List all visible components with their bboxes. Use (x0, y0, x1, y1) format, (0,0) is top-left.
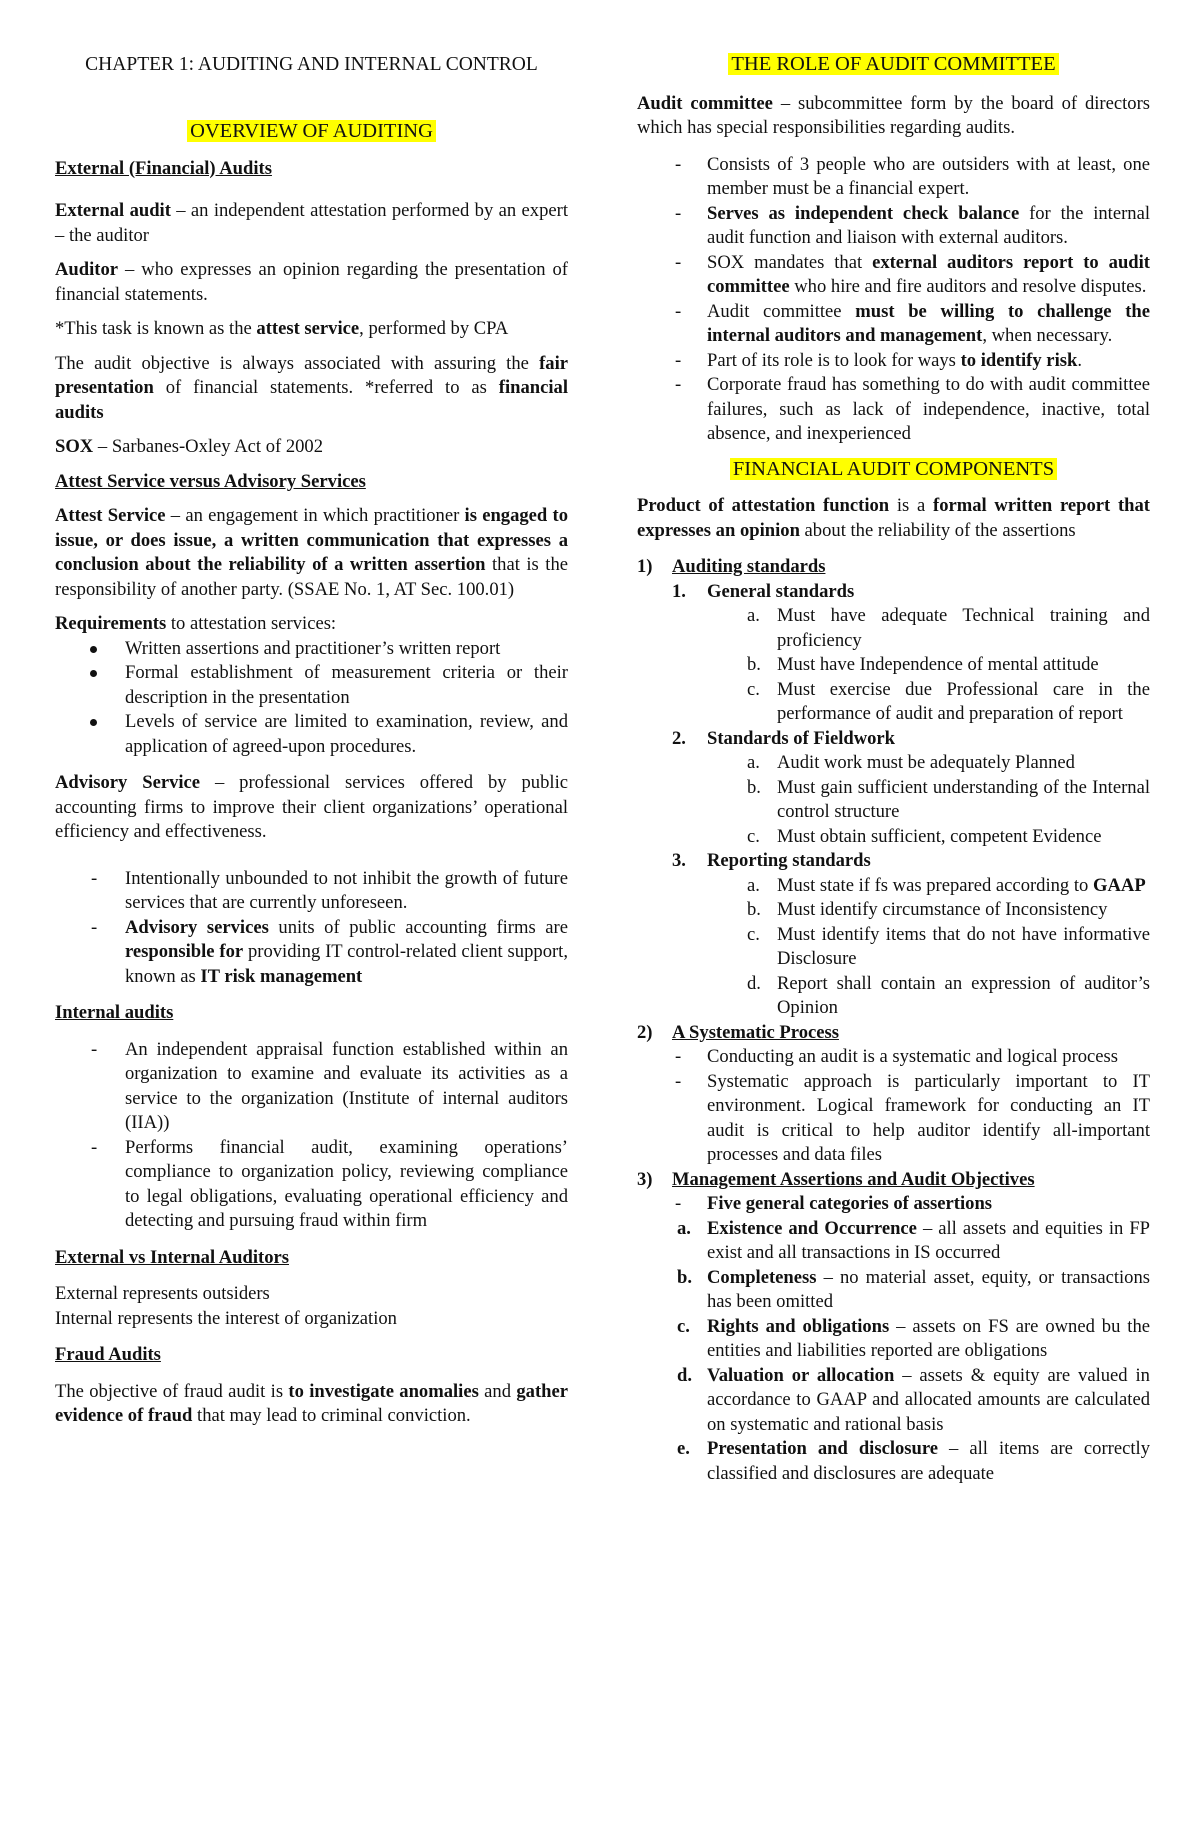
list-item: - Conducting an audit is a systematic and logical process (637, 1045, 1150, 1070)
auditor-definition: Auditor – who expresses an opinion regarding the presentation of financial statements. (55, 259, 568, 305)
list-item: - SOX mandates that external auditors report to audit committee who hire and fire auditors and resolve disputes. (637, 251, 1150, 300)
fraud-audit-objective: The objective of fraud audit is to investigate anomalies and gather evidence of fraud that may lead to criminal conviction. (55, 1380, 568, 1426)
external-audit-definition: External audit – an independent attestation performed by an expert – the auditor (55, 200, 569, 246)
list-item: e. Presentation and disclosure – all items are correctly classified and disclosures are adequate (677, 1438, 1150, 1484)
assertion-categories-intro (637, 1192, 1150, 1217)
list-item: b. Must gain sufficient understanding of the Internal control structure (747, 776, 1150, 822)
advisory-list (55, 867, 568, 990)
list-item: a. Must have adequate Technical training and proficiency (747, 605, 1150, 651)
attest-service-note: *This task is known as the attest service, performed by CPA (55, 318, 509, 339)
list-item: - Intentionally unbounded to not inhibit the growth of future services that are currently unforeseen. (55, 867, 568, 916)
list-item: - Systematic approach is particularly important to IT environment. Logical framework for conducting an IT audit is critical to help auditor identify all-important processes and data files (637, 1070, 1150, 1168)
advisory-service-definition: Advisory Service – professional services offered by public accounting firms to improve their client organizations’ operational efficiency and effectiveness. (55, 772, 568, 842)
attestation-product-text: Product of attestation function is a formal written report that expresses an opinion about the reliability of the assertions (637, 495, 1150, 541)
external-line: External represents outsiders (55, 1283, 270, 1304)
general-standards-heading: 1. General standards (672, 580, 855, 602)
list-item: c. Rights and obligations – assets on FS are owned bu the entities and liabilities reported are obligations (677, 1315, 1151, 1361)
list-item: d. Report shall contain an expression of auditor’s Opinion (747, 972, 1150, 1018)
internal-audits-heading: Internal audits (55, 1002, 174, 1023)
systematic-process-heading: 2) A Systematic Process (637, 1021, 839, 1043)
list-item: a. Must state if fs was prepared according to GAAP (747, 874, 1146, 896)
requirements-intro: Requirements to attestation services: (55, 613, 337, 634)
list-item: c. Must exercise due Professional care in the performance of audit and preparation of report (747, 678, 1150, 724)
list-item: - Advisory services units of public accounting firms are responsible for providing IT control-related client support, known as IT risk management (55, 916, 568, 990)
attest-vs-advisory-heading: Attest Service versus Advisory Services (55, 470, 366, 492)
attest-service-definition: Attest Service – an engagement in which practitioner is engaged to issue, or does issue, a written communication that expresses a conclusion about the reliability of a written assertion that is the responsibility of another party. (SSAE No. 1, AT Sec. 100.01) (55, 505, 568, 600)
internal-audits-list (55, 1038, 568, 1234)
list-item: - Performs financial audit, examining operations’ compliance to organization policy, reviewing compliance to legal obligations, evaluating operational efficiency and detecting and pursuing fraud within firm (55, 1136, 568, 1234)
management-assertions-heading: 3) Management Assertions and Audit Objectives (637, 1168, 1035, 1190)
list-item: - Consists of 3 people who are outsiders with at least, one member must be a financial expert. (637, 153, 1150, 202)
list-item: c. Must identify items that do not have informative Disclosure (747, 923, 1150, 969)
reporting-standards-heading: 3. Reporting standards (672, 850, 871, 871)
list-item: b. Must identify circumstance of Inconsistency (747, 899, 1108, 920)
list-item: d. Valuation or allocation – assets & equity are valued in accordance to GAAP and allocated amounts are calculated on systematic and rational basis (677, 1364, 1150, 1435)
list-item: b. Must have Independence of mental attitude (747, 654, 1099, 675)
audit-objective-text: The audit objective is always associated with assuring the fair presentation of financial statements. *referred to as financial audits (55, 352, 568, 423)
requirements-list (55, 637, 568, 760)
right-column (637, 0, 1150, 1486)
financial-audit-components-heading: FINANCIAL AUDIT COMPONENTS (637, 457, 1150, 483)
sox-definition: SOX – Sarbanes-Oxley Act of 2002 (55, 436, 324, 457)
list-item: c. Must obtain sufficient, competent Evidence (747, 825, 1102, 847)
fieldwork-standards-heading: 2. Standards of Fieldwork (672, 727, 896, 749)
list-item: - Audit committee must be willing to challenge the internal auditors and management, when necessary. (637, 300, 1150, 349)
list-item: Formal establishment of measurement criteria or their description in the presentation (55, 661, 568, 710)
internal-line: Internal represents the interest of organization (55, 1307, 397, 1329)
list-item: b. Completeness – no material asset, equity, or transactions has been omitted (677, 1266, 1150, 1312)
external-audits-heading: External (Financial) Audits (55, 157, 272, 179)
fraud-audits-heading: Fraud Audits (55, 1344, 161, 1365)
audit-committee-heading: THE ROLE OF AUDIT COMMITTEE (637, 52, 1150, 78)
audit-committee-definition: Audit committee – subcommittee form by the board of directors which has special responsibilities regarding audits. (637, 92, 1151, 138)
list-item: - An independent appraisal function established within an organization to examine and evaluate its activities as a service to the organization (Institute of internal auditors (IIA)) (55, 1038, 568, 1136)
auditing-standards-heading: 1) Auditing standards (637, 556, 826, 577)
audit-committee-list (637, 153, 1150, 447)
list-item: Written assertions and practitioner’s written report (55, 637, 568, 662)
list-item: - Five general categories of assertions (637, 1192, 1150, 1217)
list-item: - Part of its role is to look for ways to identify risk. (637, 349, 1150, 374)
list-item: Levels of service are limited to examination, review, and application of agreed-upon procedures. (55, 710, 568, 759)
chapter-title: CHAPTER 1: AUDITING AND INTERNAL CONTROL (85, 54, 538, 75)
list-item: a. Audit work must be adequately Planned (747, 752, 1075, 773)
list-item: - Serves as independent check balance for the internal audit function and liaison with external auditors. (637, 202, 1150, 251)
systematic-process-list (637, 1045, 1150, 1168)
overview-heading: OVERVIEW OF AUDITING (55, 119, 568, 145)
external-vs-internal-heading: External vs Internal Auditors (55, 1246, 289, 1268)
list-item: - Corporate fraud has something to do with audit committee failures, such as lack of independence, inactive, total absence, and inexperienced (637, 373, 1150, 447)
list-item: a. Existence and Occurrence – all assets and equities in FP exist and all transactions in IS occurred (677, 1217, 1151, 1263)
left-column (55, 0, 568, 1429)
